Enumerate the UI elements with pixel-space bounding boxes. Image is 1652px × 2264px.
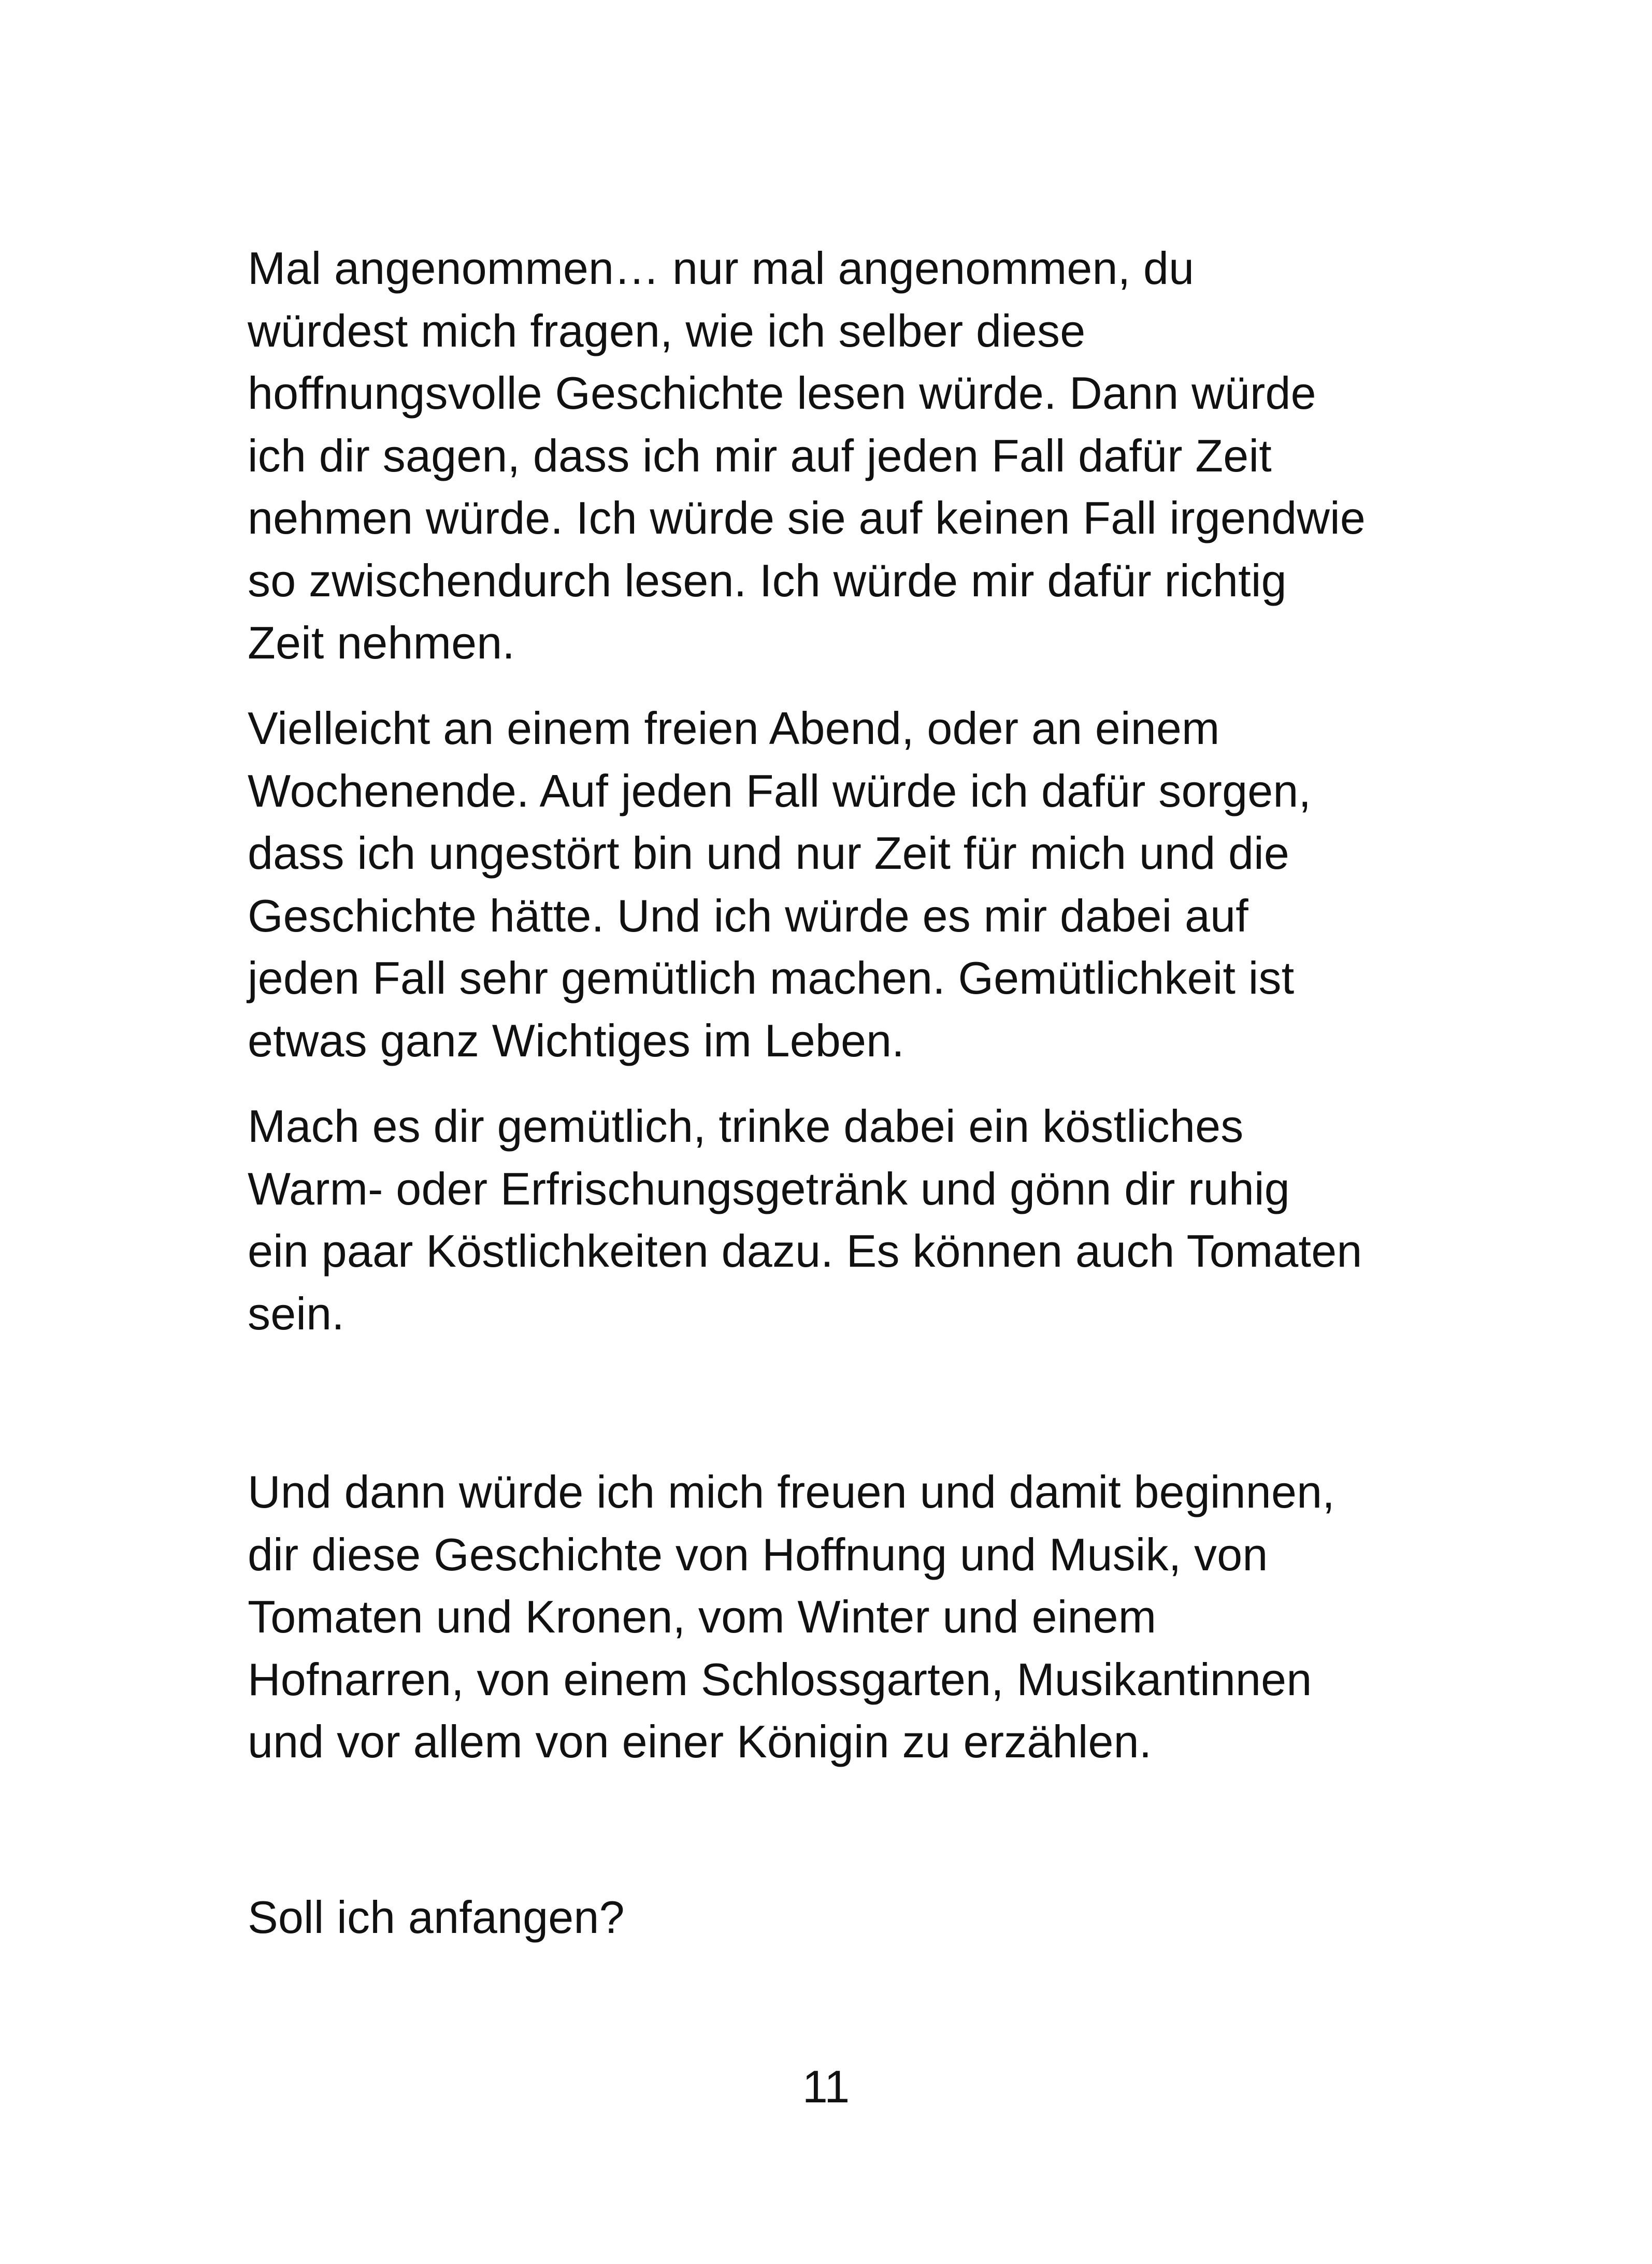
paragraph-4 [248, 1461, 1439, 1773]
paragraph-1 [248, 237, 1439, 675]
paragraph-5 [248, 1886, 1439, 1949]
text-line: dir diese Geschichte von Hoffnung und Musik, von [248, 1528, 1268, 1580]
text-line: etwas ganz Wichtiges im Leben. [248, 1014, 904, 1066]
text-line: jeden Fall sehr gemütlich machen. Gemütlichkeit ist [248, 952, 1295, 1004]
paragraph-3 [248, 1095, 1439, 1345]
text-line: Zeit nehmen. [248, 617, 515, 668]
text-line: Tomaten und Kronen, vom Winter und einem [248, 1591, 1157, 1642]
text-line: so zwischendurch lesen. Ich würde mir dafür richtig [248, 554, 1287, 606]
text-line: Geschichte hätte. Und ich würde es mir dabei auf [248, 890, 1248, 941]
text-line: Hofnarren, von einem Schlossgarten, Musikantinnen [248, 1653, 1312, 1705]
text-line: Und dann würde ich mich freuen und damit beginnen, [248, 1466, 1335, 1517]
text-line: Warm- oder Erfrischungsgetränk und gönn dir ruhig [248, 1163, 1290, 1214]
page-number: 11 [802, 2061, 850, 2112]
text-line: Soll ich anfangen? [248, 1892, 625, 1943]
paragraph-2 [248, 697, 1439, 1072]
text-line: nehmen würde. Ich würde sie auf keinen Fall irgendwie [248, 492, 1366, 543]
text-line: und vor allem von einer Königin zu erzählen. [248, 1716, 1152, 1767]
text-line: würdest mich fragen, wie ich selber diese [248, 305, 1086, 356]
text-line: hoffnungsvolle Geschichte lesen würde. Dann würde [248, 367, 1316, 419]
text-line: ein paar Köstlichkeiten dazu. Es können auch Tomaten [248, 1225, 1362, 1277]
text-line: dass ich ungestört bin und nur Zeit für mich und die [248, 827, 1290, 879]
text-line: Mal angenommen… nur mal angenommen, du [248, 242, 1195, 294]
text-line: ich dir sagen, dass ich mir auf jeden Fall dafür Zeit [248, 429, 1272, 481]
text-line: Mach es dir gemütlich, trinke dabei ein köstliches [248, 1100, 1244, 1152]
text-line: Vielleicht an einem freien Abend, oder an einem [248, 703, 1220, 754]
text-line: Wochenende. Auf jeden Fall würde ich dafür sorgen, [248, 765, 1312, 816]
text-line: sein. [248, 1287, 344, 1339]
